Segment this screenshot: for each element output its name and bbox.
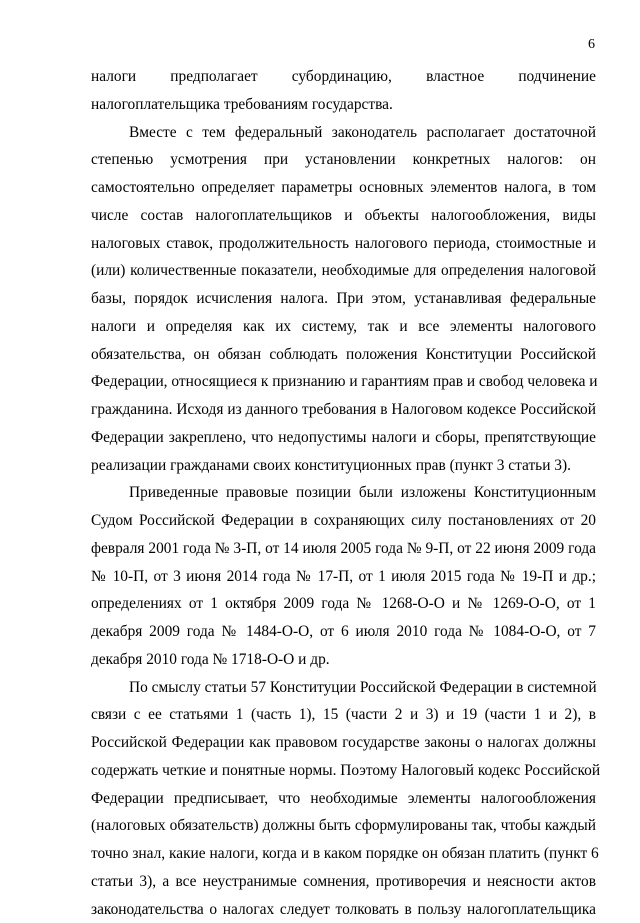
text-line: самостоятельно определяет параметры основных элементов налога, в том [91, 174, 596, 202]
text-line: базы, порядок исчисления налога. При этом, устанавливая федеральные [91, 285, 596, 313]
text-line: № 10-П, от 3 июня 2014 года № 17-П, от 1 июля 2015 года № 19-П и др.; [91, 563, 596, 591]
text-line: налоги предполагает субординацию, властное подчинение [91, 63, 596, 91]
paragraph [91, 674, 596, 923]
text-line: Вместе с тем федеральный законодатель располагает достаточной [91, 119, 596, 147]
page-number: 6 [588, 37, 595, 53]
text-line: точно знал, какие налоги, когда и в каком порядке он обязан платить (пункт 6 [91, 840, 596, 868]
text-line: декабря 2009 года № 1484-О-О, от 6 июля 2010 года № 1084-О-О, от 7 [91, 618, 596, 646]
paragraph [91, 63, 596, 119]
paragraph [91, 479, 596, 673]
text-line: определениях от 1 октября 2009 года № 1268-О-О и № 1269-О-О, от 1 [91, 590, 596, 618]
text-line: содержать четкие и понятные нормы. Поэтому Налоговый кодекс Российской [91, 757, 596, 785]
text-line: Приведенные правовые позиции были изложены Конституционным [91, 479, 596, 507]
text-line: степенью усмотрения при установлении конкретных налогов: он [91, 146, 596, 174]
text-line: гражданина. Исходя из данного требования в Налоговом кодексе Российской [91, 396, 596, 424]
text-line: законодательства о налогах следует толковать в пользу налогоплательщика [91, 896, 596, 923]
text-line: Федерации предписывает, что необходимые элементы налогообложения [91, 785, 596, 813]
text-line: статьи 3), а все неустранимые сомнения, противоречия и неясности актов [91, 868, 596, 896]
text-line: налогоплательщика требованиям государства. [91, 91, 596, 119]
text-line: Федерации закреплено, что недопустимы налоги и сборы, препятствующие [91, 424, 596, 452]
text-line: налоговых ставок, продолжительность налогового периода, стоимостные и [91, 230, 596, 258]
text-line: обязательства, он обязан соблюдать положения Конституции Российской [91, 341, 596, 369]
text-line: февраля 2001 года № 3-П, от 14 июля 2005 года № 9-П, от 22 июня 2009 года [91, 535, 596, 563]
text-line: налоги и определяя как их систему, так и все элементы налогового [91, 313, 596, 341]
paragraph [91, 119, 596, 480]
text-line: (налоговых обязательств) должны быть сформулированы так, чтобы каждый [91, 812, 596, 840]
text-line: декабря 2010 года № 1718-О-О и др. [91, 646, 596, 674]
text-line: связи с ее статьями 1 (часть 1), 15 (части 2 и 3) и 19 (части 1 и 2), в [91, 701, 596, 729]
text-line: реализации гражданами своих конституционных прав (пункт 3 статьи 3). [91, 452, 596, 480]
document-body [91, 63, 596, 923]
text-line: Российской Федерации как правовом государстве законы о налогах должны [91, 729, 596, 757]
text-line: числе состав налогоплательщиков и объекты налогообложения, виды [91, 202, 596, 230]
text-line: Федерации, относящиеся к признанию и гарантиям прав и свобод человека и [91, 368, 596, 396]
text-line: По смыслу статьи 57 Конституции Российской Федерации в системной [91, 674, 596, 702]
text-line: Судом Российской Федерации в сохраняющих силу постановлениях от 20 [91, 507, 596, 535]
text-line: (или) количественные показатели, необходимые для определения налоговой [91, 257, 596, 285]
